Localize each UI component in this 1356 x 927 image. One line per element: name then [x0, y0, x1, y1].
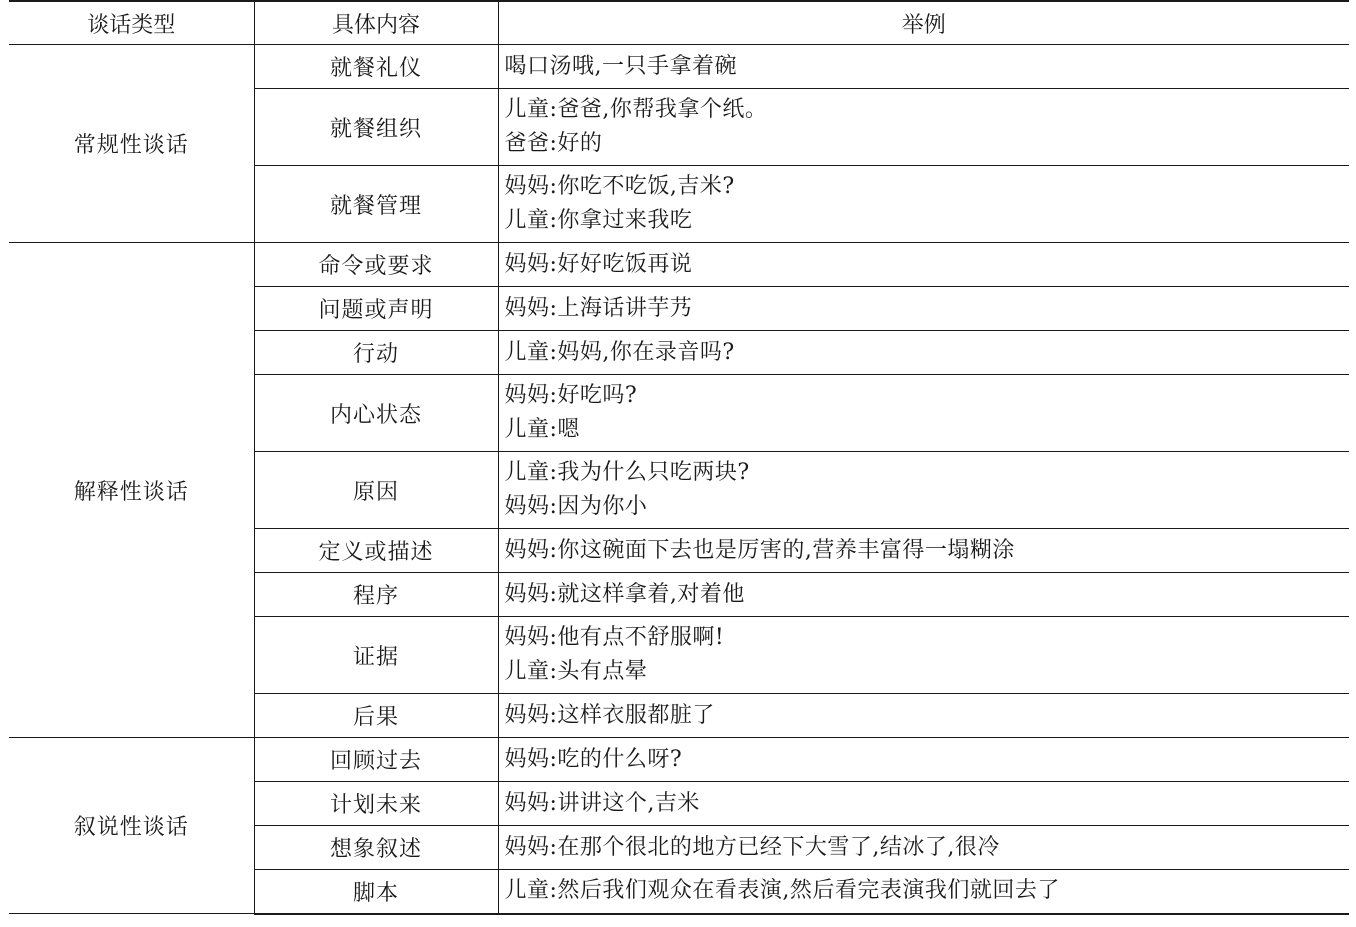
specific-content-cell: 想象叙述 [254, 826, 498, 870]
example-line: 妈妈:就这样拿着,对着他 [504, 581, 745, 607]
specific-content-cell: 就餐组织 [254, 89, 498, 166]
example-cell [498, 617, 1349, 694]
example-cell [498, 870, 1349, 914]
specific-content-cell: 脚本 [254, 870, 498, 914]
specific-content-cell: 程序 [254, 573, 498, 617]
specific-content-cell: 后果 [254, 694, 498, 738]
specific-content-cell: 命令或要求 [254, 243, 498, 287]
example-line: 妈妈:讲讲这个,吉米 [504, 790, 700, 816]
example-line: 儿童:妈妈,你在录音吗? [504, 339, 735, 365]
example-cell [498, 166, 1349, 243]
header-example: 举例 [498, 1, 1349, 45]
specific-content-cell: 证据 [254, 617, 498, 694]
header-talk-type: 谈话类型 [9, 1, 254, 45]
example-line: 妈妈:因为你小 [504, 494, 648, 519]
example-cell [498, 573, 1349, 617]
example-cell [498, 331, 1349, 375]
talk-type-table [9, 0, 1349, 915]
table-row [9, 738, 1349, 782]
example-cell [498, 375, 1349, 452]
example-line: 儿童:爸爸,你帮我拿个纸。 [504, 97, 768, 122]
example-line: 妈妈:你这碗面下去也是厉害的,营养丰富得一塌糊涂 [504, 537, 1015, 563]
example-line: 妈妈:这样衣服都脏了 [504, 702, 715, 728]
example-line: 妈妈:好吃吗? [504, 383, 638, 408]
specific-content-cell: 内心状态 [254, 375, 498, 452]
example-line: 妈妈:你吃不吃饭,吉米? [504, 174, 735, 199]
example-line: 儿童:我为什么只吃两块? [504, 460, 750, 485]
example-line: 儿童:然后我们观众在看表演,然后看完表演我们就回去了 [504, 878, 1060, 904]
example-cell [498, 243, 1349, 287]
category-cell: 叙说性谈话 [9, 738, 254, 914]
specific-content-cell: 计划未来 [254, 782, 498, 826]
header-row [9, 1, 1349, 45]
example-line: 妈妈:上海话讲芋艿 [504, 295, 693, 321]
example-cell [498, 529, 1349, 573]
table-row [9, 243, 1349, 287]
example-line: 妈妈:在那个很北的地方已经下大雪了,结冰了,很冷 [504, 834, 1000, 860]
specific-content-cell: 原因 [254, 452, 498, 529]
example-line: 儿童:头有点晕 [504, 659, 648, 684]
example-line: 儿童:你拿过来我吃 [504, 208, 693, 233]
table-row [9, 45, 1349, 89]
example-line: 喝口汤哦,一只手拿着碗 [504, 53, 737, 79]
table-body [9, 45, 1349, 914]
specific-content-cell: 就餐管理 [254, 166, 498, 243]
example-line: 妈妈:好好吃饭再说 [504, 251, 693, 277]
specific-content-cell: 回顾过去 [254, 738, 498, 782]
example-cell [498, 45, 1349, 89]
example-cell [498, 694, 1349, 738]
example-line: 妈妈:他有点不舒服啊! [504, 625, 725, 650]
example-cell [498, 738, 1349, 782]
header-specific-content: 具体内容 [254, 1, 498, 45]
example-line: 爸爸:好的 [504, 131, 603, 156]
talk-type-table-container [9, 0, 1349, 915]
specific-content-cell: 定义或描述 [254, 529, 498, 573]
category-cell: 解释性谈话 [9, 243, 254, 738]
example-cell [498, 287, 1349, 331]
specific-content-cell: 行动 [254, 331, 498, 375]
example-cell [498, 782, 1349, 826]
category-cell: 常规性谈话 [9, 45, 254, 243]
example-line: 妈妈:吃的什么呀? [504, 746, 683, 772]
example-cell [498, 826, 1349, 870]
specific-content-cell: 问题或声明 [254, 287, 498, 331]
example-cell [498, 452, 1349, 529]
specific-content-cell: 就餐礼仪 [254, 45, 498, 89]
example-cell [498, 89, 1349, 166]
example-line: 儿童:嗯 [504, 417, 580, 442]
